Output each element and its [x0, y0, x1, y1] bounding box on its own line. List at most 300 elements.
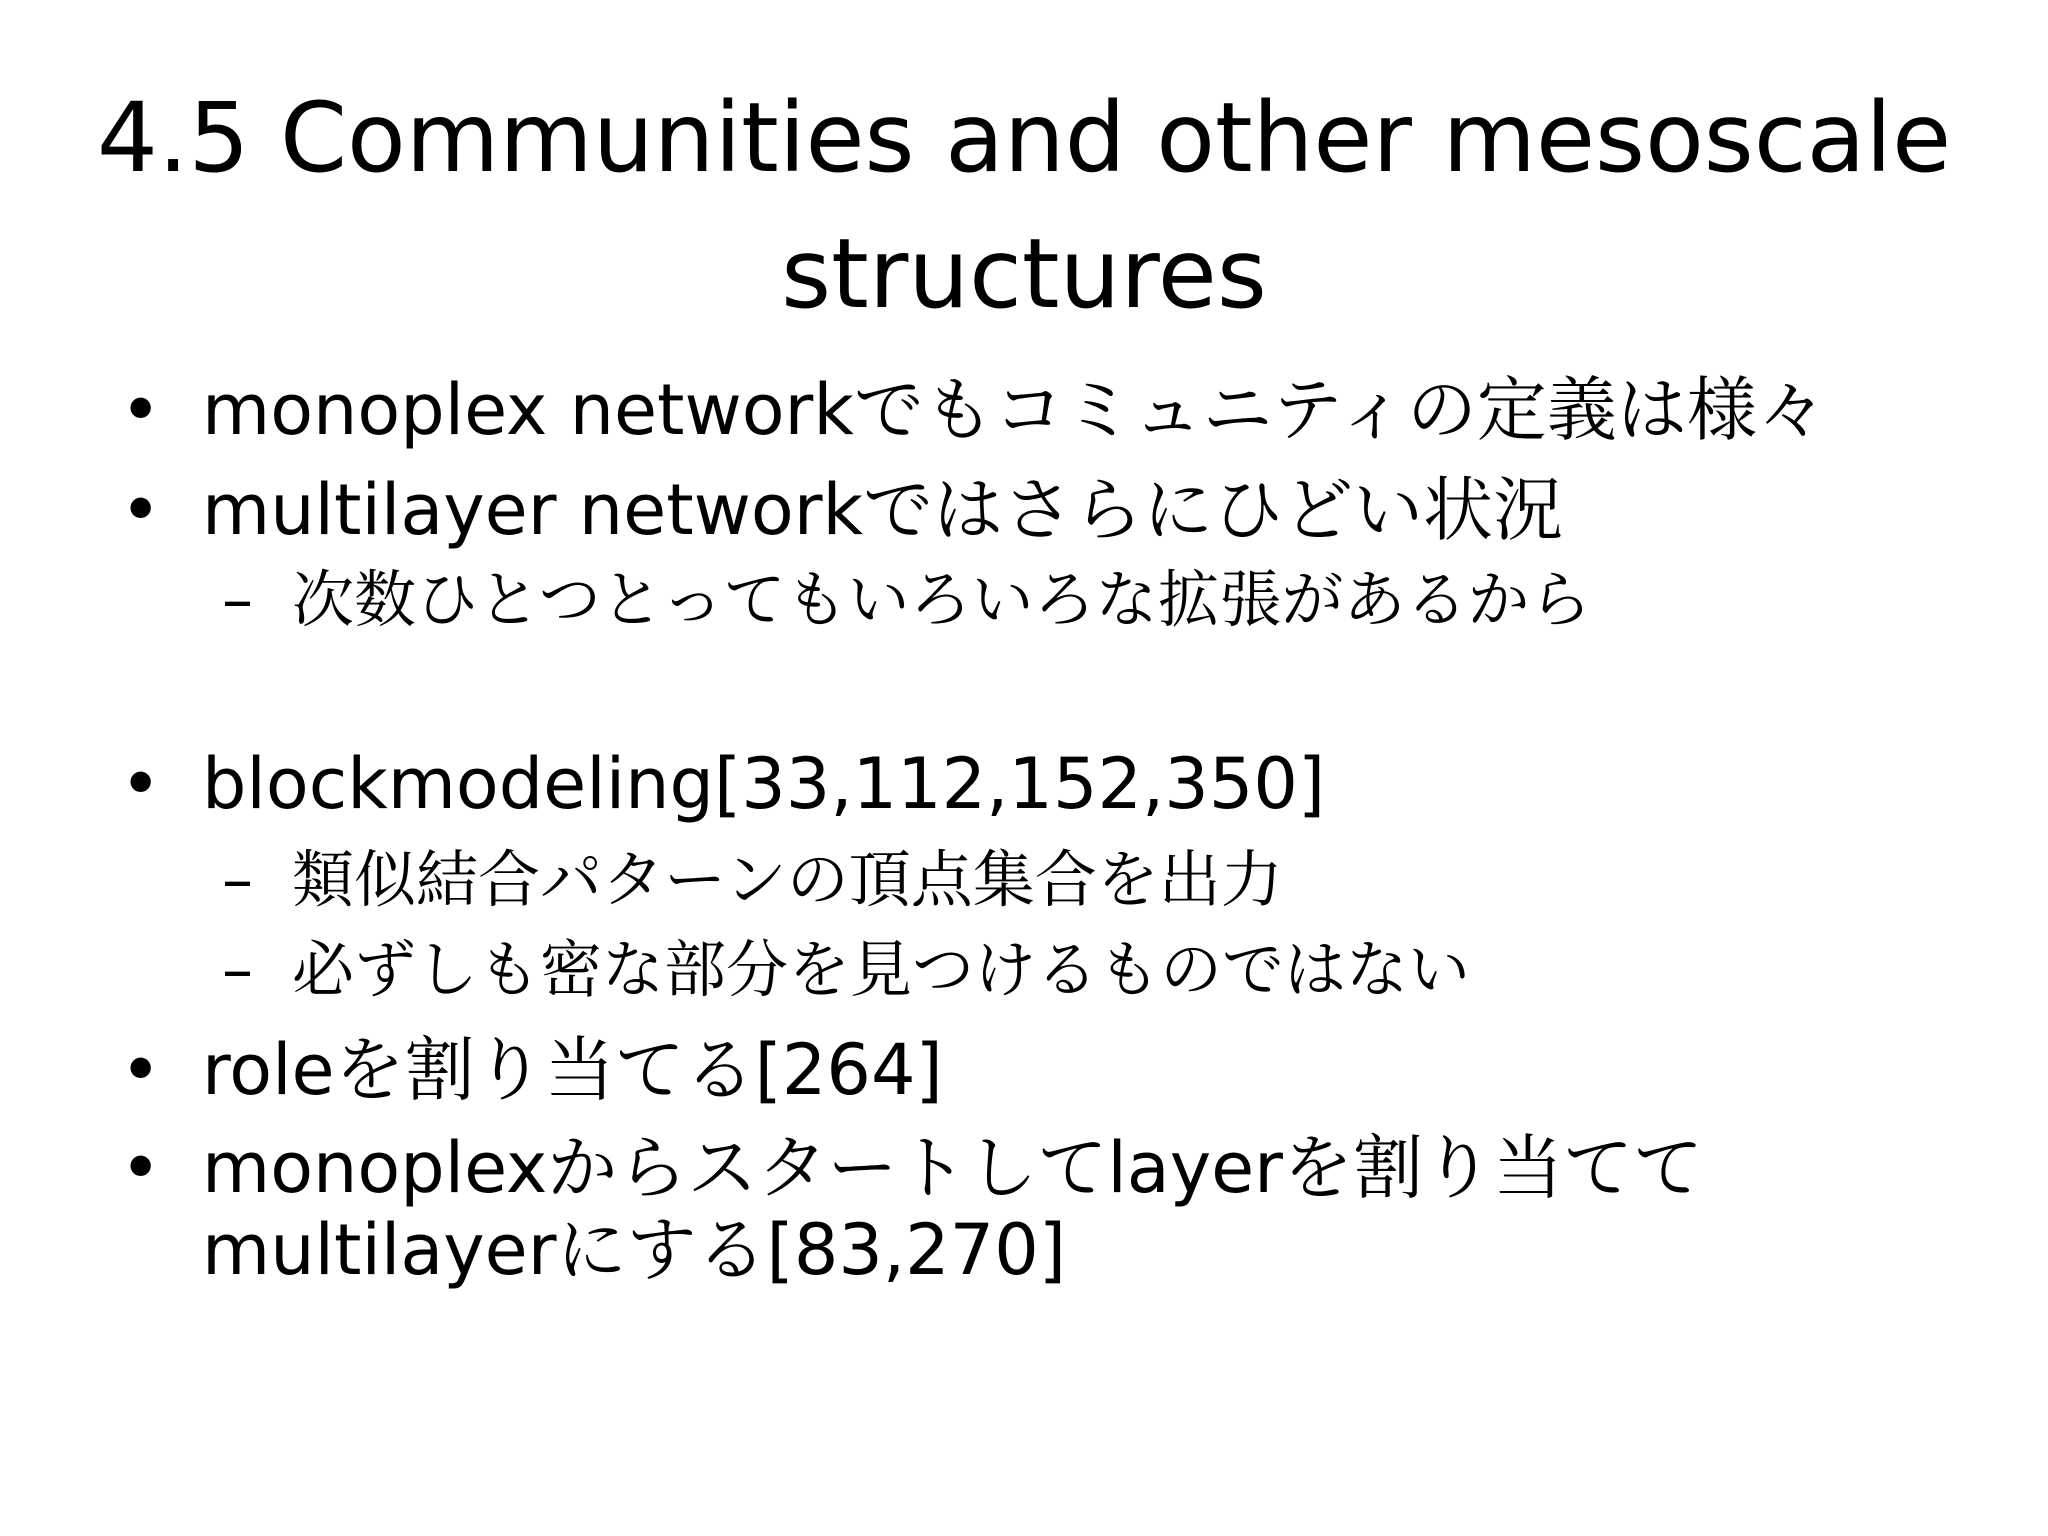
- matrix-cell: [1490, 1021, 1494, 1025]
- matrix-cell: [1510, 1001, 1514, 1005]
- matrix-cell: [1878, 842, 1882, 846]
- matrix-cell: [1942, 981, 1946, 985]
- matrix-cell: [1774, 1050, 1778, 1054]
- matrix-cell: [1942, 907, 1946, 911]
- matrix-cell: [1882, 814, 1886, 818]
- matrix-cell: [1666, 924, 1670, 928]
- matrix-cell: [1810, 842, 1814, 846]
- matrix-cell: [1790, 1070, 1794, 1074]
- matrix-cell: [1918, 932, 1922, 936]
- matrix-cell: [1622, 912, 1626, 916]
- matrix-cell: [1846, 875, 1850, 879]
- matrix-cell: [1554, 1070, 1558, 1074]
- matrix-cell: [1526, 936, 1530, 940]
- matrix-cell: [1926, 940, 1930, 944]
- matrix-cell: [1938, 847, 1942, 851]
- matrix-cell: [1794, 964, 1798, 968]
- matrix-cell: [1714, 891, 1718, 895]
- matrix-cell: [1586, 851, 1590, 855]
- matrix-cell: [1490, 972, 1494, 976]
- matrix-cell: [1694, 883, 1698, 887]
- matrix-cell: [1530, 871, 1534, 875]
- matrix-cell: [1570, 1033, 1574, 1037]
- matrix-cell: [1902, 1070, 1906, 1074]
- matrix-cell: [1610, 952, 1614, 956]
- matrix-cell: [1630, 997, 1634, 1001]
- matrix-cell: [1710, 1070, 1714, 1074]
- matrix-cell: [1646, 1050, 1650, 1054]
- matrix-cell: [1506, 1066, 1510, 1070]
- matrix-cell: [1842, 879, 1846, 883]
- matrix-cell: [1970, 993, 1974, 997]
- matrix-cell: [1994, 830, 1998, 834]
- matrix-cell: [1526, 997, 1530, 1001]
- matrix-cell: [1718, 1033, 1722, 1037]
- matrix-cell: [1526, 859, 1530, 863]
- matrix-cell: [1590, 887, 1594, 891]
- matrix-cell: [1830, 867, 1834, 871]
- matrix-cell: [1502, 924, 1506, 928]
- matrix-cell: [1934, 920, 1938, 924]
- matrix-cell: [1822, 895, 1826, 899]
- blockmodel-matrix-right: [1762, 796, 2040, 1084]
- matrix-cell: [1774, 960, 1778, 964]
- matrix-cell: [1894, 1017, 1898, 1021]
- matrix-cell: [1830, 891, 1834, 895]
- matrix-cell: [1838, 977, 1842, 981]
- matrix-cell: [1822, 1009, 1826, 1013]
- matrix-cell: [1806, 895, 1810, 899]
- matrix-cell: [1510, 993, 1514, 997]
- matrix-cell: [1582, 891, 1586, 895]
- matrix-cell: [1678, 1070, 1682, 1074]
- matrix-cell: [1634, 822, 1638, 826]
- matrix-cell: [1594, 859, 1598, 863]
- matrix-cell: [2002, 968, 2006, 972]
- matrix-cell: [1554, 903, 1558, 907]
- matrix-cell: [1690, 907, 1694, 911]
- matrix-cell: [1674, 887, 1678, 891]
- matrix-cell: [1886, 907, 1890, 911]
- matrix-cell: [1778, 1001, 1782, 1005]
- matrix-cell: [1530, 940, 1534, 944]
- sub-bullet-symbol: –: [222, 933, 253, 1006]
- matrix-cell: [1482, 851, 1486, 855]
- matrix-cell: [1814, 1066, 1818, 1070]
- matrix-cell: [1978, 859, 1982, 863]
- matrix-cell: [1846, 863, 1850, 867]
- matrix-cell: [1902, 1017, 1906, 1021]
- matrix-cell: [1942, 985, 1946, 989]
- matrix-cell: [1522, 1009, 1526, 1013]
- matrix-cell: [1606, 960, 1610, 964]
- matrix-cell: [1878, 948, 1882, 952]
- matrix-cell: [1982, 948, 1986, 952]
- matrix-cell: [1866, 851, 1870, 855]
- matrix-cell: [1842, 834, 1846, 838]
- matrix-cell: [1522, 960, 1526, 964]
- matrix-cell: [1774, 981, 1778, 985]
- matrix-cell: [1634, 830, 1638, 834]
- matrix-cell: [1542, 814, 1546, 818]
- matrix-cell: [1838, 948, 1842, 952]
- matrix-cell: [1782, 851, 1786, 855]
- matrix-cell: [1930, 895, 1934, 899]
- matrix-cell: [1578, 936, 1582, 940]
- matrix-cell: [1614, 1033, 1618, 1037]
- matrix-cell: [1862, 899, 1866, 903]
- matrix-cell: [1962, 912, 1966, 916]
- matrix-cell: [1982, 822, 1986, 826]
- matrix-cell: [1830, 822, 1834, 826]
- matrix-cell: [1606, 834, 1610, 838]
- matrix-cell: [1778, 968, 1782, 972]
- matrix-cell: [1634, 948, 1638, 952]
- matrix-cell: [1886, 916, 1890, 920]
- matrix-cell: [1538, 1013, 1542, 1017]
- matrix-cell: [1886, 847, 1890, 851]
- matrix-cell: [1998, 944, 2002, 948]
- matrix-cell: [1958, 916, 1962, 920]
- matrix-cell: [1610, 1017, 1614, 1021]
- matrix-cell: [1798, 993, 1802, 997]
- matrix-cell: [1782, 932, 1786, 936]
- matrix-cell: [1534, 1058, 1538, 1062]
- matrix-cell: [1870, 903, 1874, 907]
- matrix-cell: [1794, 826, 1798, 830]
- matrix-cell: [1578, 838, 1582, 842]
- matrix-cell: [1546, 871, 1550, 875]
- matrix-cell: [1702, 903, 1706, 907]
- matrix-cell: [1626, 989, 1630, 993]
- matrix-cell: [1790, 964, 1794, 968]
- matrix-cell: [1946, 948, 1950, 952]
- matrix-cell: [1622, 1017, 1626, 1021]
- matrix-cell: [1542, 960, 1546, 964]
- matrix-cell: [1942, 972, 1946, 976]
- matrix-cell: [1786, 847, 1790, 851]
- matrix-cell: [1570, 977, 1574, 981]
- matrix-cell: [1654, 814, 1658, 818]
- matrix-cell: [1898, 972, 1902, 976]
- matrix-cell: [1950, 847, 1954, 851]
- matrix-cell: [1890, 932, 1894, 936]
- matrix-cell: [1654, 940, 1658, 944]
- matrix-cell: [1870, 851, 1874, 855]
- matrix-cell: [1670, 932, 1674, 936]
- matrix-cell: [1866, 936, 1870, 940]
- matrix-cell: [1590, 924, 1594, 928]
- matrix-cell: [1858, 972, 1862, 976]
- matrix-cell: [1890, 834, 1894, 838]
- matrix-cell: [1670, 879, 1674, 883]
- matrix-cell: [1854, 814, 1858, 818]
- matrix-cell: [1502, 1025, 1506, 1029]
- matrix-cell: [1706, 968, 1710, 972]
- matrix-cell: [1638, 838, 1642, 842]
- matrix-cell: [1478, 916, 1482, 920]
- matrix-cell: [1938, 830, 1942, 834]
- matrix-cell: [1730, 1005, 1734, 1009]
- matrix-cell: [1590, 1025, 1594, 1029]
- matrix-cell: [1834, 989, 1838, 993]
- matrix-cell: [1662, 1013, 1666, 1017]
- matrix-cell: [1882, 907, 1886, 911]
- matrix-cell: [1574, 968, 1578, 972]
- matrix-cell: [1822, 855, 1826, 859]
- matrix-cell: [1634, 887, 1638, 891]
- matrix-cell: [1802, 989, 1806, 993]
- matrix-cell: [2010, 859, 2014, 863]
- matrix-cell: [1566, 895, 1570, 899]
- matrix-cell: [1530, 1025, 1534, 1029]
- matrix-cell: [1786, 960, 1790, 964]
- matrix-cell: [1818, 875, 1822, 879]
- matrix-cell: [1650, 936, 1654, 940]
- matrix-cell: [1842, 830, 1846, 834]
- matrix-cell: [1670, 1009, 1674, 1013]
- matrix-cell: [1522, 814, 1526, 818]
- matrix-cell: [1682, 1070, 1686, 1074]
- matrix-cell: [1866, 924, 1870, 928]
- matrix-cell: [1518, 895, 1522, 899]
- matrix-cell: [1814, 1042, 1818, 1046]
- matrix-cell: [1494, 859, 1498, 863]
- matrix-cell: [1818, 814, 1822, 818]
- matrix-cell: [1718, 960, 1722, 964]
- matrix-cell: [1818, 903, 1822, 907]
- matrix-cell: [1814, 912, 1818, 916]
- matrix-cell: [1690, 871, 1694, 875]
- matrix-cell: [1626, 1046, 1630, 1050]
- matrix-cell: [1790, 944, 1794, 948]
- matrix-cell: [1906, 948, 1910, 952]
- matrix-cell: [1810, 875, 1814, 879]
- matrix-cell: [2026, 916, 2030, 920]
- matrix-cell: [1810, 887, 1814, 891]
- matrix-cell: [1654, 867, 1658, 871]
- matrix-cell: [1998, 851, 2002, 855]
- matrix-cell: [1950, 964, 1954, 968]
- matrix-cell: [1774, 891, 1778, 895]
- matrix-cell: [1862, 1062, 1866, 1066]
- matrix-cell: [1790, 1054, 1794, 1058]
- matrix-cell: [1482, 895, 1486, 899]
- matrix-cell: [1802, 1054, 1806, 1058]
- matrix-cell: [1522, 1037, 1526, 1041]
- matrix-cell: [1790, 899, 1794, 903]
- matrix-cell: [1546, 903, 1550, 907]
- matrix-cell: [1578, 871, 1582, 875]
- matrix-cell: [1814, 948, 1818, 952]
- matrix-cell: [1986, 834, 1990, 838]
- adjacency-matrix-figure: [1466, 796, 2042, 1086]
- matrix-cell: [1970, 847, 1974, 851]
- matrix-cell: [1530, 859, 1534, 863]
- matrix-cell: [1782, 887, 1786, 891]
- matrix-cell: [1926, 855, 1930, 859]
- matrix-cell: [1578, 952, 1582, 956]
- matrix-cell: [1498, 1033, 1502, 1037]
- matrix-cell: [1882, 867, 1886, 871]
- matrix-cell: [1818, 1033, 1822, 1037]
- matrix-cell: [1782, 920, 1786, 924]
- matrix-cell: [1994, 993, 1998, 997]
- matrix-cell: [1846, 871, 1850, 875]
- matrix-cell: [1806, 993, 1810, 997]
- matrix-cell: [1886, 952, 1890, 956]
- matrix-cell: [1838, 899, 1842, 903]
- matrix-cell: [1906, 822, 1910, 826]
- matrix-cell: [1778, 818, 1782, 822]
- matrix-cell: [1862, 1001, 1866, 1005]
- matrix-cell: [1610, 887, 1614, 891]
- matrix-cell: [1774, 855, 1778, 859]
- matrix-cell: [1858, 960, 1862, 964]
- matrix-cell: [1926, 977, 1930, 981]
- matrix-cell: [1966, 981, 1970, 985]
- matrix-cell: [1570, 952, 1574, 956]
- matrix-cell: [1714, 859, 1718, 863]
- matrix-cell: [1566, 1070, 1570, 1074]
- matrix-cell: [1910, 956, 1914, 960]
- matrix-cell: [1790, 940, 1794, 944]
- matrix-cell: [1642, 842, 1646, 846]
- matrix-cell: [1658, 960, 1662, 964]
- matrix-cell: [1654, 879, 1658, 883]
- matrix-cell: [1838, 903, 1842, 907]
- matrix-cell: [1482, 887, 1486, 891]
- matrix-cell: [1810, 891, 1814, 895]
- matrix-cell: [1950, 875, 1954, 879]
- matrix-cell: [1990, 940, 1994, 944]
- matrix-cell: [1542, 964, 1546, 968]
- matrix-cell: [1718, 830, 1722, 834]
- matrix-cell: [1490, 1029, 1494, 1033]
- matrix-cell: [1990, 928, 1994, 932]
- matrix-cell: [1814, 895, 1818, 899]
- matrix-cell: [1682, 940, 1686, 944]
- matrix-cell: [1882, 855, 1886, 859]
- matrix-cell: [1902, 928, 1906, 932]
- matrix-cell: [1902, 834, 1906, 838]
- matrix-cell: [1618, 916, 1622, 920]
- matrix-cell: [2022, 826, 2026, 830]
- matrix-cell: [1822, 822, 1826, 826]
- matrix-cell: [1618, 814, 1622, 818]
- matrix-cell: [1486, 1021, 1490, 1025]
- matrix-cell: [2018, 814, 2022, 818]
- matrix-cell: [1914, 899, 1918, 903]
- matrix-cell: [1982, 916, 1986, 920]
- matrix-cell: [1790, 968, 1794, 972]
- matrix-cell: [1798, 1054, 1802, 1058]
- matrix-cell: [1730, 1009, 1734, 1013]
- matrix-cell: [1930, 851, 1934, 855]
- matrix-cell: [1878, 960, 1882, 964]
- matrix-cell: [1990, 932, 1994, 936]
- matrix-cell: [1478, 1005, 1482, 1009]
- matrix-cell: [1514, 891, 1518, 895]
- matrix-cell: [2002, 830, 2006, 834]
- matrix-cell: [1654, 875, 1658, 879]
- matrix-cell: [1698, 851, 1702, 855]
- matrix-cell: [2002, 855, 2006, 859]
- matrix-cell: [1794, 968, 1798, 972]
- matrix-cell: [1482, 1009, 1486, 1013]
- matrix-cell: [1906, 842, 1910, 846]
- matrix-cell: [1790, 875, 1794, 879]
- matrix-cell: [1518, 903, 1522, 907]
- matrix-cell: [1706, 838, 1710, 842]
- matrix-cell: [1498, 985, 1502, 989]
- matrix-cell: [1798, 997, 1802, 1001]
- matrix-cell: [1486, 972, 1490, 976]
- matrix-cell: [1682, 863, 1686, 867]
- matrix-cell: [1562, 814, 1566, 818]
- matrix-cell: [1794, 818, 1798, 822]
- matrix-cell: [1822, 912, 1826, 916]
- matrix-cell: [1794, 899, 1798, 903]
- matrix-cell: [1918, 830, 1922, 834]
- matrix-cell: [1726, 822, 1730, 826]
- matrix-cell: [1610, 822, 1614, 826]
- matrix-cell: [1686, 1001, 1690, 1005]
- matrix-cell: [1486, 1033, 1490, 1037]
- matrix-cell: [1590, 863, 1594, 867]
- matrix-cell: [1682, 1029, 1686, 1033]
- matrix-cell: [1650, 981, 1654, 985]
- matrix-cell: [1722, 883, 1726, 887]
- matrix-cell: [1630, 1025, 1634, 1029]
- matrix-cell: [1774, 989, 1778, 993]
- matrix-cell: [1810, 1046, 1814, 1050]
- matrix-cell: [1546, 968, 1550, 972]
- matrix-cell: [1826, 818, 1830, 822]
- matrix-cell: [2006, 826, 2010, 830]
- matrix-cell: [1978, 867, 1982, 871]
- matrix-cell: [1938, 891, 1942, 895]
- matrix-cell: [1726, 1046, 1730, 1050]
- matrix-cell: [1910, 952, 1914, 956]
- matrix-cell: [1618, 891, 1622, 895]
- matrix-cell: [1774, 1021, 1778, 1025]
- matrix-cell: [1862, 887, 1866, 891]
- matrix-cell: [1598, 867, 1602, 871]
- matrix-cell: [1874, 863, 1878, 867]
- matrix-cell: [1918, 855, 1922, 859]
- matrix-cell: [1654, 1046, 1658, 1050]
- matrix-cell: [1654, 964, 1658, 968]
- matrix-cell: [1502, 838, 1506, 842]
- matrix-cell: [1930, 977, 1934, 981]
- matrix-cell: [1842, 940, 1846, 944]
- matrix-cell: [1582, 1005, 1586, 1009]
- matrix-cell: [1510, 912, 1514, 916]
- matrix-cell: [1834, 847, 1838, 851]
- matrix-cell: [1794, 993, 1798, 997]
- matrix-cell: [1806, 863, 1810, 867]
- matrix-cell: [1778, 814, 1782, 818]
- matrix-cell: [1814, 838, 1818, 842]
- matrix-cell: [1858, 1050, 1862, 1054]
- matrix-cell: [1550, 1033, 1554, 1037]
- matrix-cell: [1490, 968, 1494, 972]
- matrix-cell: [1934, 924, 1938, 928]
- matrix-cell: [1822, 956, 1826, 960]
- matrix-cell: [1586, 826, 1590, 830]
- matrix-cell: [1930, 903, 1934, 907]
